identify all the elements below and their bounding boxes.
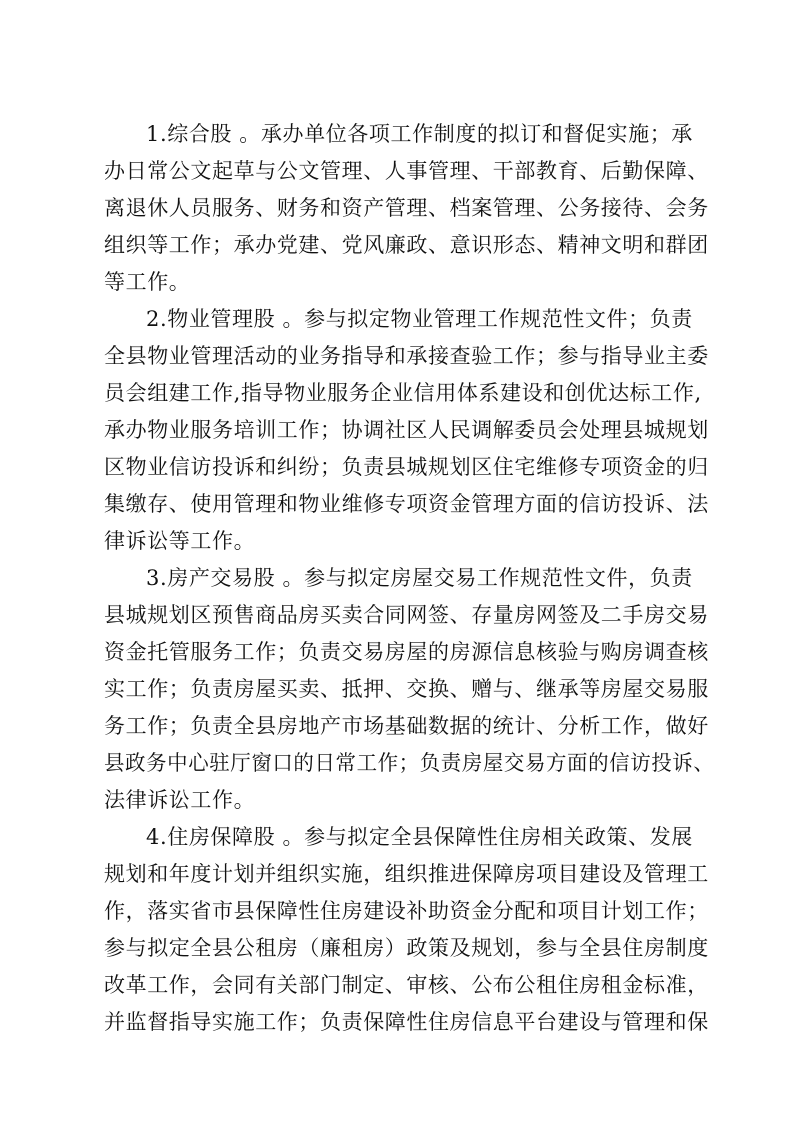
text-line: 2.物业管理股 。参与拟定物业管理工作规范性文件；负责 [146,307,693,331]
text-line: 实工作；负责房屋买卖、抵押、交换、赠与、继承等房屋交易服 [104,677,709,701]
text-line: 1.综合股 。承办单位各项工作制度的拟订和督促实施；承 [146,122,693,146]
text-line: 全县物业管理活动的业务指导和承接查验工作；参与指导业主委 [104,344,709,368]
text-line: 县城规划区预售商品房买卖合同网签、存量房网签及二手房交易 [104,603,709,627]
text-line: 法律诉讼工作。 [104,788,256,812]
text-line: 作，落实省市县保障性住房建设补助资金分配和项目计划工作； [104,899,709,923]
text-line: 承办物业服务培训工作；协调社区人民调解委员会处理县城规划 [104,418,709,442]
text-line: 3.房产交易股 。参与拟定房屋交易工作规范性文件，负责 [146,566,693,590]
text-line: 集缴存、使用管理和物业维修专项资金管理方面的信访投诉、法 [104,492,709,516]
paragraph-1 [104,116,714,301]
paragraph-2 [104,301,714,560]
text-line: 并监督指导实施工作；负责保障性住房信息平台建设与管理和保 [104,1010,709,1034]
text-line: 员会组建工作,指导物业服务企业信用体系建设和创优达标工作, [104,381,702,405]
text-line: 资金托管服务工作；负责交易房屋的房源信息核验与购房调查核 [104,640,709,664]
text-line: 务工作；负责全县房地产市场基础数据的统计、分析工作，做好 [104,714,709,738]
text-line: 离退休人员服务、财务和资产管理、档案管理、公务接待、会务 [104,196,709,220]
paragraph-3 [104,560,714,819]
text-line: 规划和年度计划并组织实施，组织推进保障房项目建设及管理工 [104,862,709,886]
text-line: 参与拟定全县公租房（廉租房）政策及规划，参与全县住房制度 [104,936,709,960]
text-line: 办日常公文起草与公文管理、人事管理、干部教育、后勤保障、 [104,159,709,183]
text-line: 区物业信访投诉和纠纷；负责县城规划区住宅维修专项资金的归 [104,455,709,479]
document-body [104,116,714,1041]
text-line: 等工作。 [104,270,191,294]
paragraph-4 [104,819,714,1041]
text-line: 4.住房保障股 。参与拟定全县保障性住房相关政策、发展 [146,825,693,849]
text-line: 律诉讼等工作。 [104,529,256,553]
text-line: 组织等工作；承办党建、党风廉政、意识形态、精神文明和群团 [104,233,709,257]
text-line: 县政务中心驻厅窗口的日常工作；负责房屋交易方面的信访投诉、 [104,751,715,775]
text-line: 改革工作，会同有关部门制定、审核、公布公租住房租金标准， [104,973,709,997]
